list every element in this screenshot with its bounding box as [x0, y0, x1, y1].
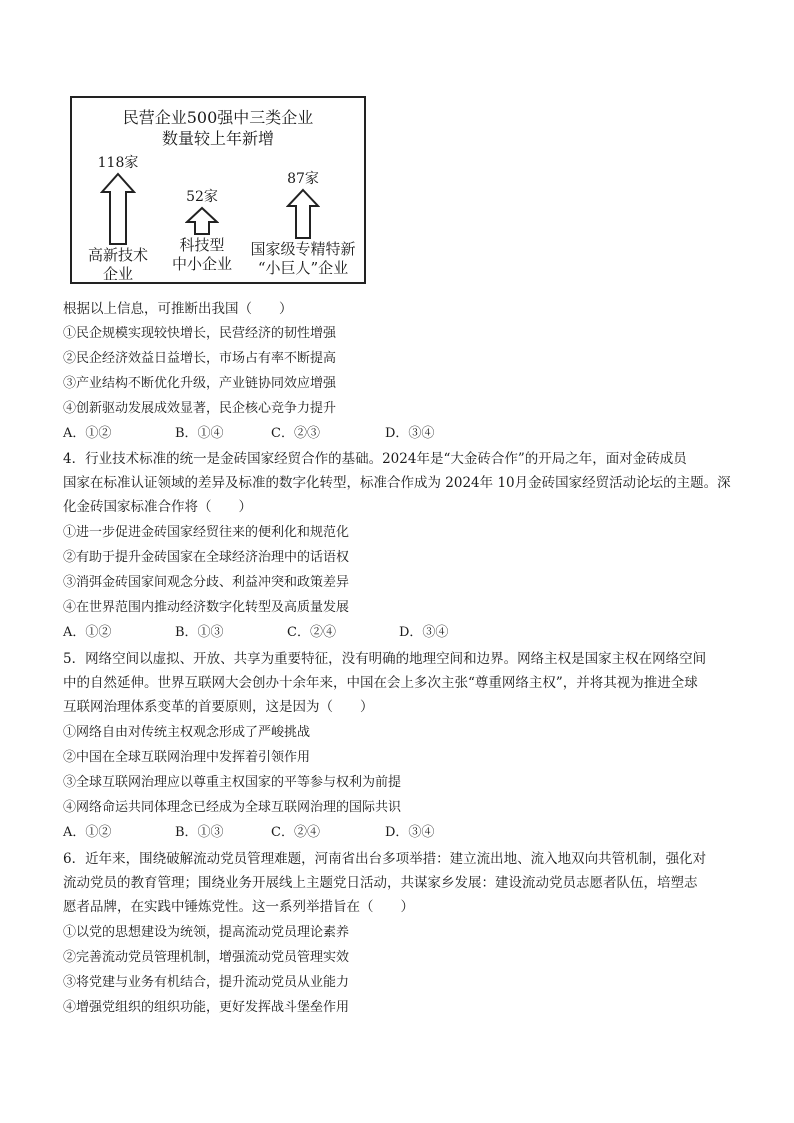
q3-option-a[interactable]: A．①② — [63, 426, 112, 441]
q4-option-c[interactable]: C．②④ — [287, 625, 336, 640]
q5-option-b[interactable]: B．①③ — [175, 825, 224, 840]
q4-option-b[interactable]: B．①③ — [175, 625, 224, 640]
q5-statement-2: ②中国在全球互联网治理中发挥着引领作用 — [63, 750, 311, 765]
up-arrow-icon — [286, 188, 320, 240]
q6-stem-line2: 流动党员的教育管理；围绕业务开展线上主题党日活动，共谋家乡发展：建设流动党员志愿者队伍，培塑志 — [63, 875, 698, 891]
q3-option-b[interactable]: B．①④ — [175, 426, 224, 441]
q6-statement-3: ③将党建与业务有机结合，提升流动党员从业能力 — [63, 975, 350, 990]
q4-stem-line1: 4．行业技术标准的统一是金砖国家经贸合作的基础。2024年是“大金砖合作”的开局之年，面对金砖成员 — [63, 451, 687, 467]
q4-stem-line3: 化金砖国家标准合作将（ ） — [63, 499, 252, 515]
q3-statement-2: ②民企经济效益日益增长，市场占有率不断提高 — [63, 351, 337, 366]
figure-item-little-giant — [244, 170, 362, 278]
q5-option-d[interactable]: D．③④ — [385, 825, 435, 840]
item-label-line1: 国家级专精特新 — [250, 240, 356, 258]
q4-statement-4: ④在世界范围内推动经济数字化转型及高质量发展 — [63, 600, 350, 615]
item-label-line1: 高新技术 — [87, 246, 148, 264]
item-label-line1: 科技型 — [179, 236, 225, 254]
q5-stem-line1: 5．网络空间以虚拟、开放、共享为重要特征，没有明确的地理空间和边界。网络主权是国家主权在网络空间 — [63, 651, 707, 667]
q4-statement-1: ①进一步促进金砖国家经贸往来的便利化和规范化 — [63, 525, 350, 540]
item-count: 118家 — [97, 155, 139, 171]
q5-stem-line2: 中的自然延伸。世界互联网大会创办十余年来，中国在会上多次主张“尊重网络主权”，并将其视为推进全球 — [63, 675, 698, 691]
q4-statement-3: ③消弭金砖国家间观念分歧、利益冲突和政策差异 — [63, 575, 350, 590]
chart-figure — [70, 96, 366, 284]
q3-statement-3: ③产业结构不断优化升级，产业链协同效应增强 — [63, 376, 337, 391]
figure-title-line2: 数量较上年新增 — [161, 129, 274, 148]
up-arrow-icon — [100, 172, 136, 246]
q5-options — [63, 824, 434, 842]
item-label-line2: 企业 — [102, 265, 133, 283]
q3-stem: 根据以上信息，可推断出我国（ ） — [63, 301, 293, 317]
q5-stem-line3: 互联网治理体系变革的首要原则，这是因为（ ） — [63, 699, 374, 715]
q3-option-d[interactable]: D．③④ — [385, 426, 435, 441]
item-label-line2: 中小企业 — [171, 255, 232, 273]
q4-option-a[interactable]: A．①② — [63, 625, 112, 640]
q6-stem-line1: 6．近年来，围绕破解流动党员管理难题，河南省出台多项举措：建立流出地、流入地双向共管机制，强化对 — [63, 851, 707, 867]
q6-statement-1: ①以党的思想建设为统领，提高流动党员理论素养 — [63, 925, 350, 940]
figure-item-high-tech — [78, 154, 158, 284]
q5-statement-3: ③全球互联网治理应以尊重主权国家的平等参与权利为前提 — [63, 775, 402, 790]
q6-statement-4: ④增强党组织的组织功能，更好发挥战斗堡垒作用 — [63, 1000, 350, 1015]
item-count: 87家 — [287, 171, 319, 187]
q4-options — [63, 624, 448, 642]
item-label-line2: “小巨人”企业 — [257, 259, 349, 277]
q3-option-c[interactable]: C．②③ — [271, 426, 320, 441]
q5-statement-1: ①网络自由对传统主权观念形成了严峻挑战 — [63, 725, 311, 740]
q6-stem-line3: 愿者品牌，在实践中锤炼党性。这一系列举措旨在（ ） — [63, 899, 414, 915]
item-count: 52家 — [186, 189, 218, 205]
q4-stem-line2: 国家在标准认证领域的差异及标准的数字化转型，标准合作成为 2024年 10月金砖国家经贸活动论坛的主题。深 — [63, 475, 731, 491]
q3-statement-1: ①民企规模实现较快增长，民营经济的韧性增强 — [63, 326, 337, 341]
q6-statement-2: ②完善流动党员管理机制，增强流动党员管理实效 — [63, 950, 350, 965]
q4-statement-2: ②有助于提升金砖国家在全球经济治理中的话语权 — [63, 550, 350, 565]
figure-title-line1: 民营企业500强中三类企业 — [122, 108, 314, 127]
q5-option-a[interactable]: A．①② — [63, 825, 112, 840]
q3-statement-4: ④创新驱动发展成效显著，民企核心竞争力提升 — [63, 401, 337, 416]
q5-option-c[interactable]: C．②④ — [271, 825, 320, 840]
q4-option-d[interactable]: D．③④ — [399, 625, 449, 640]
up-arrow-icon — [185, 206, 219, 236]
figure-item-tech-sme — [170, 188, 234, 274]
q3-options — [63, 425, 434, 443]
q5-statement-4: ④网络命运共同体理念已经成为全球互联网治理的国际共识 — [63, 800, 402, 815]
